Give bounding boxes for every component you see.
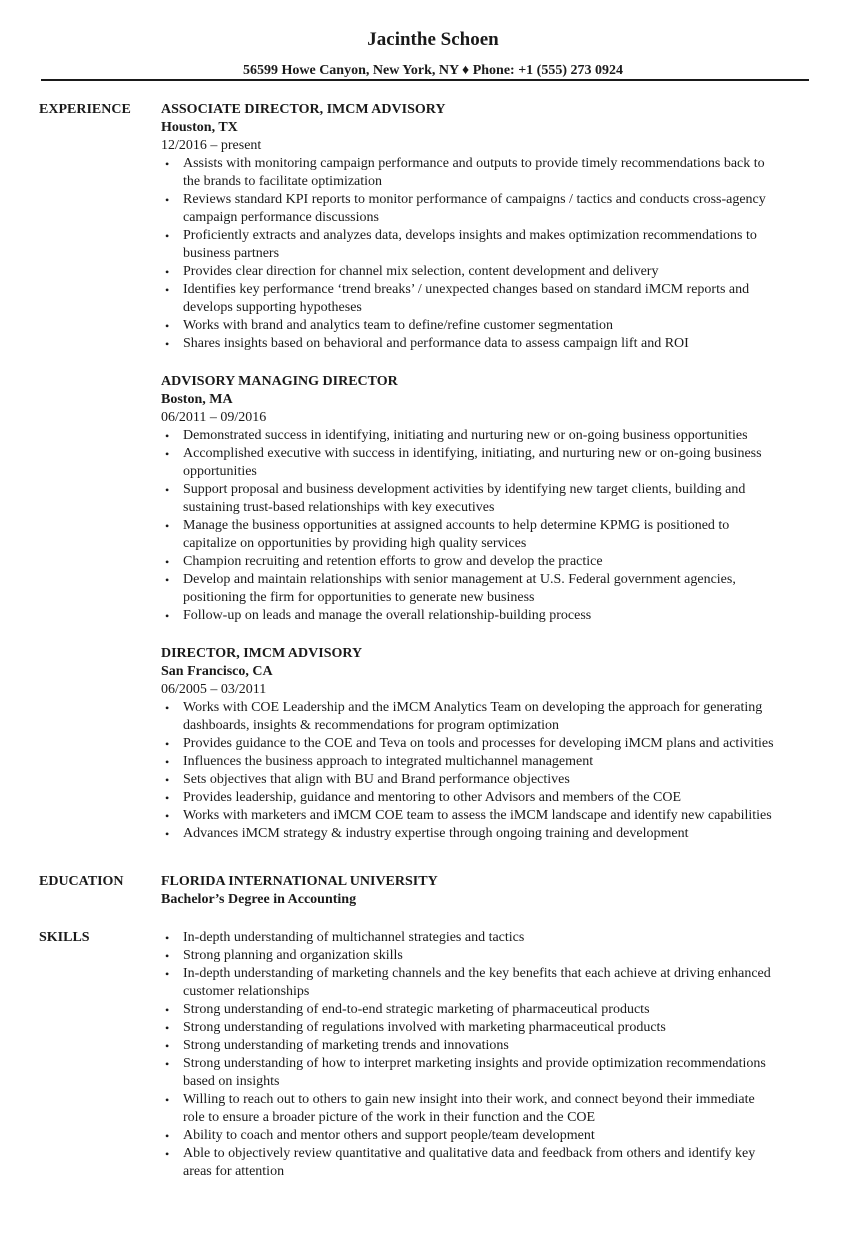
section-label-education: EDUCATION (39, 874, 124, 889)
list-item (161, 191, 821, 227)
list-item (161, 571, 821, 607)
bullet-text: Works with marketers and iMCM COE team to assess the iMCM landscape and identify new capabilities (183, 808, 772, 823)
bullet-text: Provides leadership, guidance and mentoring to other Advisors and members of the COE (183, 790, 682, 805)
list-item (161, 155, 821, 191)
list-item (161, 481, 821, 517)
job-bullets (161, 155, 821, 353)
header-divider (41, 79, 809, 81)
bullet-icon: • (165, 319, 170, 333)
bullet-icon: • (165, 791, 170, 805)
bullet-text: Accomplished executive with success in identifying, initiating, and nurturing new or on-going business opportunities (183, 446, 762, 479)
bullet-text: Assists with monitoring campaign performance and outputs to provide timely recommendations back to the brands to facilitate optimization (183, 156, 765, 189)
bullet-icon: • (165, 1147, 170, 1161)
contact-line: 56599 Howe Canyon, New York, NY ♦ Phone: +1 (555) 273 0924 (242, 63, 624, 78)
list-item (161, 427, 821, 445)
list-item (161, 699, 821, 735)
list-item (161, 1145, 821, 1181)
list-item (161, 1001, 821, 1019)
bullet-text: Develop and maintain relationships with senior management at U.S. Federal government agencies, positioning the firm for opportunities to generate new business (183, 572, 736, 605)
bullet-icon: • (165, 193, 170, 207)
bullet-icon: • (165, 949, 170, 963)
bullet-text: Reviews standard KPI reports to monitor performance of campaigns / tactics and conducts cross-agency campaign performance discussions (183, 192, 766, 225)
job-title: ASSOCIATE DIRECTOR, IMCM ADVISORY (161, 102, 446, 117)
bullet-text: Support proposal and business development activities by identifying new target clients, building and sustaining trust-based relationships with key executives (183, 482, 746, 515)
job-bullets (161, 699, 821, 843)
skills-list (161, 929, 821, 1181)
bullet-icon: • (165, 519, 170, 533)
list-item (161, 929, 821, 947)
list-item (161, 1127, 821, 1145)
bullet-text: Follow-up on leads and manage the overall relationship-building process (183, 608, 592, 623)
section-label-skills: SKILLS (39, 930, 90, 945)
bullet-text: Works with COE Leadership and the iMCM Analytics Team on developing the approach for generating dashboards, insights & recommendations for program optimization (183, 700, 763, 733)
list-item (161, 227, 821, 263)
list-item (161, 553, 821, 571)
bullet-icon: • (165, 1129, 170, 1143)
job-location: Boston, MA (161, 392, 233, 407)
bullet-icon: • (165, 773, 170, 787)
skill-text: Ability to coach and mentor others and support people/team development (183, 1128, 595, 1143)
bullet-icon: • (165, 1021, 170, 1035)
bullet-text: Shares insights based on behavioral and performance data to assess campaign lift and ROI (183, 336, 689, 351)
list-item (161, 1037, 821, 1055)
bullet-text: Sets objectives that align with BU and Brand performance objectives (183, 772, 570, 787)
job-dates: 06/2005 – 03/2011 (161, 682, 267, 697)
job-title: ADVISORY MANAGING DIRECTOR (161, 374, 398, 389)
job-entry (161, 645, 821, 843)
list-item (161, 1055, 821, 1091)
bullet-text: Works with brand and analytics team to define/refine customer segmentation (183, 318, 614, 333)
skill-text: In-depth understanding of multichannel strategies and tactics (183, 930, 525, 945)
bullet-icon: • (165, 931, 170, 945)
bullet-text: Demonstrated success in identifying, initiating and nurturing new or on-going business opportunities (183, 428, 748, 443)
candidate-name: Jacinthe Schoen (367, 29, 499, 50)
bullet-icon: • (165, 1057, 170, 1071)
bullet-icon: • (165, 483, 170, 497)
list-item (161, 281, 821, 317)
bullet-icon: • (165, 573, 170, 587)
bullet-text: Provides clear direction for channel mix selection, content development and delivery (183, 264, 659, 279)
job-bullets (161, 427, 821, 625)
list-item (161, 735, 821, 753)
job-location: San Francisco, CA (161, 664, 273, 679)
degree-name: Bachelor’s Degree in Accounting (161, 892, 357, 907)
bullet-icon: • (165, 809, 170, 823)
list-item (161, 263, 821, 281)
list-item (161, 789, 821, 807)
bullet-icon: • (165, 447, 170, 461)
bullet-icon: • (165, 967, 170, 981)
list-item (161, 753, 821, 771)
bullet-icon: • (165, 737, 170, 751)
bullet-text: Champion recruiting and retention efforts to grow and develop the practice (183, 554, 603, 569)
list-item (161, 445, 821, 481)
skill-text: Strong planning and organization skills (183, 948, 403, 963)
bullet-text: Identifies key performance ‘trend breaks’ / unexpected changes based on standard iMCM reports and develops supporting hypotheses (183, 282, 750, 315)
bullet-icon: • (165, 265, 170, 279)
bullet-icon: • (165, 1039, 170, 1053)
list-item (161, 1091, 821, 1127)
skill-text: In-depth understanding of marketing channels and the key benefits that each achieve at driving enhanced customer relationships (183, 966, 771, 999)
skill-text: Willing to reach out to others to gain new insight into their work, and connect beyond their immediate role to ensure a broader picture of the work in their function and the COE (183, 1092, 755, 1125)
bullet-icon: • (165, 755, 170, 769)
list-item (161, 1019, 821, 1037)
bullet-icon: • (165, 1093, 170, 1107)
section-label-experience: EXPERIENCE (39, 102, 131, 117)
job-location: Houston, TX (161, 120, 238, 135)
bullet-icon: • (165, 229, 170, 243)
job-entry (161, 101, 821, 353)
bullet-icon: • (165, 429, 170, 443)
skill-text: Strong understanding of marketing trends and innovations (183, 1038, 509, 1053)
skill-text: Strong understanding of how to interpret marketing insights and provide optimization recommendations based on insights (183, 1056, 766, 1089)
bullet-icon: • (165, 827, 170, 841)
job-title: DIRECTOR, IMCM ADVISORY (161, 646, 363, 661)
list-item (161, 317, 821, 335)
skill-text: Strong understanding of regulations involved with marketing pharmaceutical products (183, 1020, 666, 1035)
list-item (161, 825, 821, 843)
bullet-icon: • (165, 609, 170, 623)
list-item (161, 807, 821, 825)
bullet-icon: • (165, 283, 170, 297)
list-item (161, 771, 821, 789)
job-dates: 06/2011 – 09/2016 (161, 410, 267, 425)
skill-text: Strong understanding of end-to-end strategic marketing of pharmaceutical products (183, 1002, 650, 1017)
bullet-text: Proficiently extracts and analyzes data, develops insights and makes optimization recommendations to business partners (183, 228, 757, 261)
job-entry (161, 373, 821, 625)
bullet-text: Influences the business approach to integrated multichannel management (183, 754, 594, 769)
list-item (161, 607, 821, 625)
bullet-icon: • (165, 157, 170, 171)
list-item (161, 517, 821, 553)
bullet-text: Advances iMCM strategy & industry expertise through ongoing training and development (183, 826, 689, 841)
bullet-text: Provides guidance to the COE and Teva on tools and processes for developing iMCM plans and activities (183, 736, 774, 751)
bullet-text: Manage the business opportunities at assigned accounts to help determine KPMG is positioned to capitalize on opportunities by providing high quality services (183, 518, 730, 551)
school-name: FLORIDA INTERNATIONAL UNIVERSITY (161, 874, 438, 889)
bullet-icon: • (165, 701, 170, 715)
bullet-icon: • (165, 337, 170, 351)
job-dates: 12/2016 – present (161, 138, 262, 153)
bullet-icon: • (165, 555, 170, 569)
list-item (161, 335, 821, 353)
list-item (161, 965, 821, 1001)
bullet-icon: • (165, 1003, 170, 1017)
list-item (161, 947, 821, 965)
skill-text: Able to objectively review quantitative and qualitative data and feedback from others and identify key areas for attention (183, 1146, 756, 1179)
